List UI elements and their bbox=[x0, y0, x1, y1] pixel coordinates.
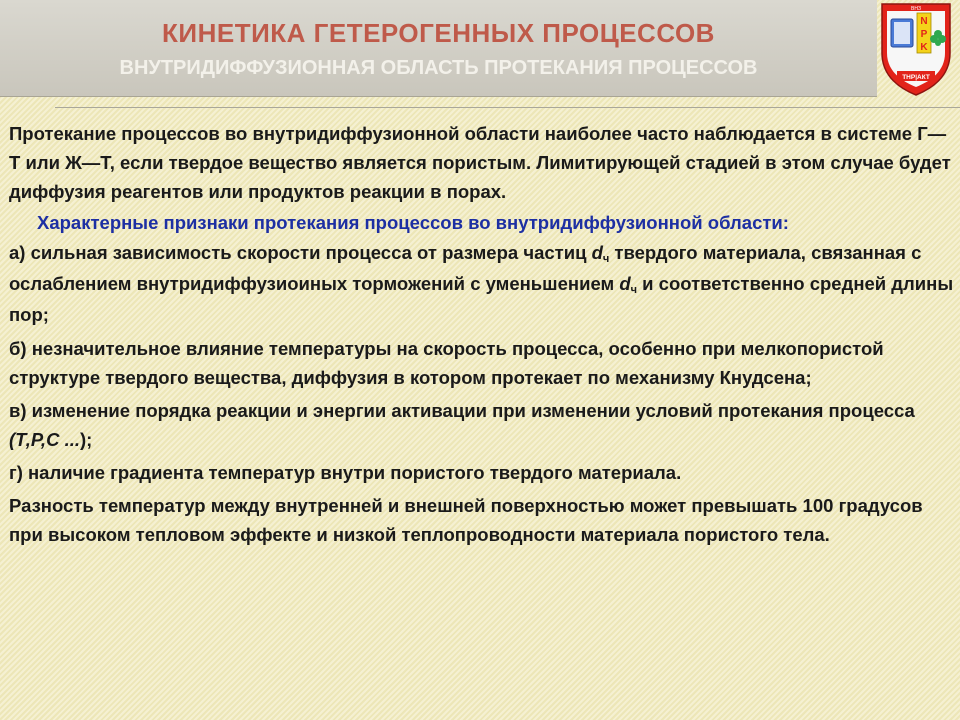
logo-letter-n: N bbox=[920, 16, 928, 27]
slide-title: КИНЕТИКА ГЕТЕРОГЕННЫХ ПРОЦЕССОВ bbox=[162, 18, 715, 48]
features-heading: Характерные признаки протекания процессов во внутридиффузионной области: bbox=[37, 212, 789, 233]
intro-paragraph: Протекание процессов во внутридиффузионной области наиболее часто наблюдается в системе Г—Т или Ж—Т, если твердое вещество является пористым. Лимитирующей стадией в этом случае будет диффузия реагентов или продуктов реакции в порах. bbox=[9, 123, 951, 202]
item-v: в) изменение порядка реакции и энергии активации при изменении условий протекания процесса (Т,Р,С ...); bbox=[9, 400, 915, 450]
logo-top-text: ВНЗ bbox=[911, 6, 921, 12]
crest-logo bbox=[879, 1, 953, 97]
item-b: б) незначительное влияние температуры на скорость процесса, особенно при мелкопористой структуре твердого вещества, диффузия в котором протекает по механизму Кнудсена; bbox=[9, 338, 884, 388]
logo-bottom-text: ТНР|АКТ bbox=[902, 74, 930, 81]
slide-body bbox=[9, 119, 955, 549]
item-g: г) наличие градиента температур внутри пористого твердого материала. bbox=[9, 462, 682, 483]
logo-letter-k: K bbox=[920, 42, 928, 53]
final-paragraph: Разность температур между внутренней и внешней поверхностью может превышать 100 градусов при высоком тепловом эффекте и низкой теплопроводности материала пористого тела. bbox=[9, 495, 923, 545]
logo-letter-p: P bbox=[920, 29, 928, 40]
slide-subtitle: ВНУТРИДИФФУЗИОННАЯ ОБЛАСТЬ ПРОТЕКАНИЯ ПРОЦЕССОВ bbox=[119, 57, 758, 79]
divider bbox=[55, 107, 960, 108]
item-a: а) сильная зависимость скорости процесса от размера частиц $d_ч$ твердого материала, связанная с ослаблением внутридиффузиоиных торможений с уменьшением $d_ч$ и соответственно средней длины пор; bbox=[9, 242, 954, 325]
